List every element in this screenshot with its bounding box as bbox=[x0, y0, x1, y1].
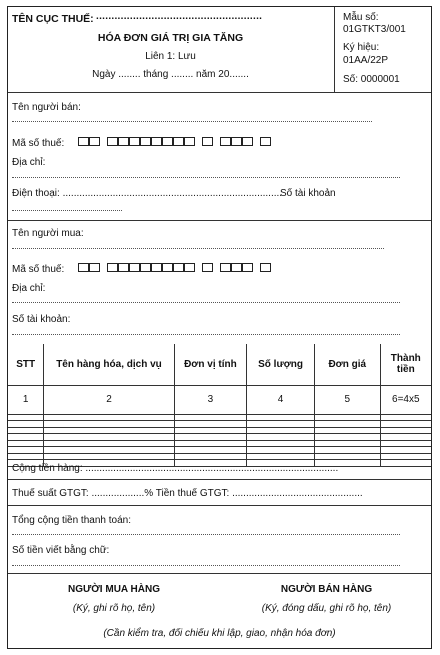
buyer-signature-note: (Ký, ghi rõ họ, tên) bbox=[72, 603, 156, 614]
subtotal-label: Cộng tiền hàng: ........................................................................................... bbox=[12, 463, 339, 474]
tax-dept-label: TÊN CỤC THUẾ: bbox=[12, 13, 94, 25]
seller-address-field[interactable] bbox=[12, 177, 400, 178]
invoice-number: Số: 0000001 bbox=[343, 74, 400, 85]
tax-dept-dots: ...................................................... bbox=[96, 11, 263, 22]
grand-total-label: Tổng cộng tiền thanh toán: bbox=[12, 515, 131, 526]
col-item-name: Tên hàng hóa, dịch vụ bbox=[44, 344, 174, 385]
form-value: 01GTKT3/001 bbox=[343, 24, 406, 35]
index-cell: 1 bbox=[8, 385, 44, 414]
seller-phone-label: Điện thoại: ............................................................................... bbox=[12, 188, 283, 199]
col-unit-price: Đơn giá bbox=[314, 344, 380, 385]
seller-signature-title: NGƯỜI BÁN HÀNG bbox=[280, 584, 373, 595]
col-quantity: Số lượng bbox=[247, 344, 315, 385]
buyer-name-label: Tên người mua: bbox=[12, 228, 84, 239]
seller-account-label: Số tài khoản bbox=[280, 188, 336, 199]
table-index-row bbox=[8, 385, 431, 414]
footer-note: (Cần kiểm tra, đối chiếu khi lập, giao, nhận hóa đơn) bbox=[103, 628, 336, 639]
buyer-tax-code-boxes[interactable] bbox=[78, 263, 271, 272]
form-label: Mẫu số: bbox=[343, 12, 379, 23]
seller-address-label: Địa chỉ: bbox=[12, 157, 46, 168]
seller-name-label: Tên người bán: bbox=[12, 102, 81, 113]
goods-table bbox=[8, 344, 431, 467]
buyer-name-field[interactable] bbox=[12, 248, 384, 249]
seller-account-field[interactable] bbox=[12, 210, 122, 211]
buyer-tax-code-label: Mã số thuế: bbox=[12, 264, 65, 275]
symbol-value: 01AA/22P bbox=[343, 55, 389, 66]
seller-name-field[interactable] bbox=[12, 121, 372, 122]
divider bbox=[8, 220, 431, 221]
divider bbox=[8, 479, 431, 480]
table-header-row bbox=[8, 344, 431, 385]
buyer-address-field[interactable] bbox=[12, 302, 400, 303]
header-divider bbox=[334, 7, 335, 92]
vat-line: Thuế suất GTGT: ...................% Tiền thuế GTGT: ............................................... bbox=[12, 488, 363, 499]
col-unit: Đơn vị tính bbox=[174, 344, 247, 385]
index-cell: 6=4x5 bbox=[380, 385, 431, 414]
grand-total-field[interactable] bbox=[12, 534, 400, 535]
seller-tax-code-label: Mã số thuế: bbox=[12, 138, 65, 149]
symbol-label: Ký hiệu: bbox=[343, 42, 380, 53]
buyer-account-field[interactable] bbox=[12, 334, 400, 335]
copy-label: Liên 1: Lưu bbox=[145, 51, 196, 62]
seller-tax-code-boxes[interactable] bbox=[78, 137, 271, 146]
col-amount: Thành tiền bbox=[380, 344, 431, 385]
divider bbox=[8, 573, 431, 574]
invoice-form bbox=[7, 6, 432, 649]
buyer-signature-title: NGƯỜI MUA HÀNG bbox=[67, 584, 160, 595]
in-words-label: Số tiền viết bằng chữ: bbox=[12, 545, 110, 556]
buyer-account-label: Số tài khoản: bbox=[12, 314, 71, 325]
index-cell: 2 bbox=[44, 385, 174, 414]
divider bbox=[8, 92, 431, 93]
date-line: Ngày ........ tháng ........ năm 20....... bbox=[92, 69, 249, 80]
in-words-field[interactable] bbox=[12, 565, 400, 566]
index-cell: 3 bbox=[174, 385, 247, 414]
invoice-title: HÓA ĐƠN GIÁ TRỊ GIA TĂNG bbox=[97, 32, 244, 44]
buyer-address-label: Địa chỉ: bbox=[12, 283, 46, 294]
index-cell: 4 bbox=[247, 385, 315, 414]
col-stt: STT bbox=[8, 344, 44, 385]
seller-signature-note: (Ký, đóng dấu, ghi rõ họ, tên) bbox=[261, 603, 392, 614]
divider bbox=[8, 505, 431, 506]
index-cell: 5 bbox=[314, 385, 380, 414]
